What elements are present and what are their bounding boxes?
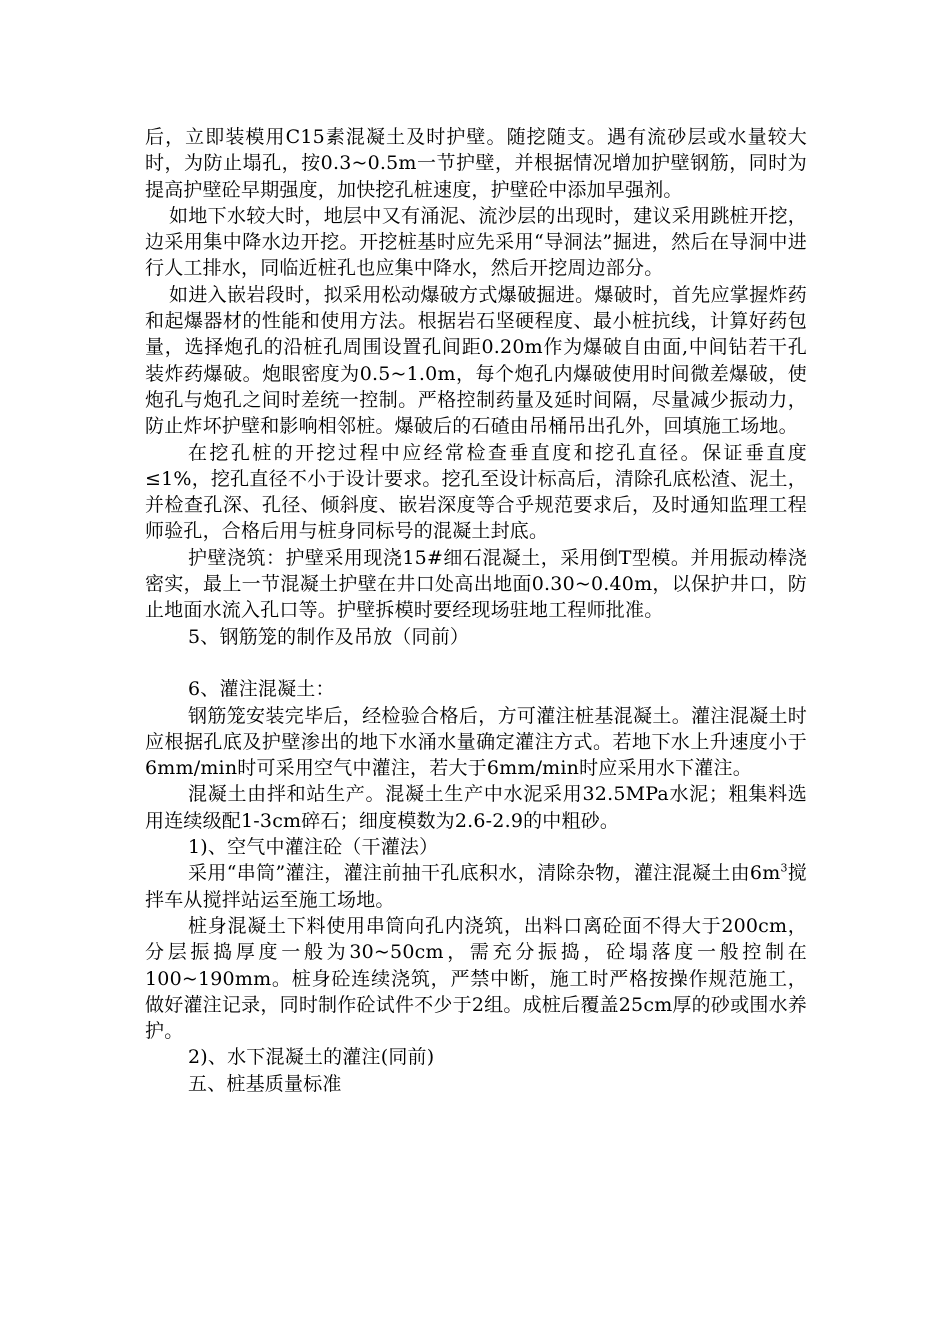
- section-heading-rebar-cage: 5、钢筋笼的制作及吊放（同前）: [188, 625, 470, 648]
- paragraph-wall-support: 后，立即装模用C15素混凝土及时护壁。随挖随支。遇有流砂层或水量较大时，为防止塌孔，按0.3~0.5m一节护壁，并根据情况增加护壁钢筋，同时为提高护壁砼早期强度，加快挖孔桩速度，护壁砼中添加早强剂。: [145, 126, 807, 201]
- subheading-dry-pouring: 1)、空气中灌注砼（干灌法）: [188, 836, 439, 859]
- paragraph-tube-pouring-part2: 搅拌车从搅拌站运至施工场地。: [145, 862, 808, 911]
- section-heading-concrete-pouring: 6、灌注混凝土：: [188, 678, 335, 701]
- blank-line: [145, 650, 807, 676]
- paragraph-verticality-check: 在挖孔桩的开挖过程中应经常检查垂直度和挖孔直径。保证垂直度≤1%，挖孔直径不小于设计要求。挖孔至设计标高后，清除孔底松渣、泥土，并检查孔深、孔径、倾斜度、嵌岩深度等合乎规范要求后，及时通知监理工程师验孔，合格后用与桩身同标号的混凝土封底。: [145, 441, 807, 543]
- superscript-cubic: 3: [780, 861, 788, 875]
- section-heading-quality-standard: 五、桩基质量标准: [188, 1072, 342, 1095]
- subheading-underwater-pouring: 2)、水下混凝土的灌注(同前): [188, 1046, 435, 1069]
- paragraph-pile-body-pouring: 桩身混凝土下料使用串筒向孔内浇筑，出料口离砼面不得大于200cm，分层振捣厚度一般为30~50cm，需充分振捣，砼塌落度一般控制在100~190mm。桩身砼连续浇筑，严禁中断，施工时严格按操作规范施工，做好灌注记录，同时制作砼试件不少于2组。成桩后覆盖25cm厚的砂或围水养护。: [145, 914, 807, 1043]
- paragraph-groundwater: 如地下水较大时，地层中又有涌泥、流沙层的出现时，建议采用跳桩开挖，边采用集中降水边开挖。开挖桩基时应先采用“导洞法”掘进，然后在导洞中进行人工排水，同临近桩孔也应集中降水，然后开挖周边部分。: [145, 204, 807, 280]
- paragraph-pouring-method: 钢筋笼安装完毕后，经检验合格后，方可灌注桩基混凝土。灌注混凝土时应根据孔底及护壁渗出的地下水涌水量确定灌注方式。若地下水上升速度小于6mm/min时可采用空气中灌注，若大于6mm/min时应采用水下灌注。: [145, 704, 807, 780]
- paragraph-tube-pouring: [145, 860, 807, 913]
- paragraph-tube-pouring-part1: 采用“串筒”灌注，灌注前抽干孔底积水，清除杂物，灌注混凝土由6m: [188, 862, 781, 885]
- document-body: [145, 124, 807, 1097]
- paragraph-concrete-materials: 混凝土由拌和站生产。混凝土生产中水泥采用32.5MPa水泥；粗集料选用连续级配1-3cm碎石；细度模数为2.6-2.9的中粗砂。: [145, 783, 807, 832]
- paragraph-wall-pouring: 护壁浇筑：护壁采用现浇15#细石混凝土，采用倒T型模。并用振动棒浇密实，最上一节混凝土护壁在井口处高出地面0.30~0.40m，以保护井口，防止地面水流入孔口等。护壁拆模时要经现场驻地工程师批准。: [145, 546, 807, 622]
- paragraph-rock-blasting: 如进入嵌岩段时，拟采用松动爆破方式爆破掘进。爆破时，首先应掌握炸药和起爆器材的性能和使用方法。根据岩石坚硬程度、最小桩抗线，计算好药包量，选择炮孔的沿桩孔周围设置孔间距0.20m作为爆破自由面,中间钻若干孔装炸药爆破。炮眼密度为0.5~1.0m，每个炮孔内爆破使用时间微差爆破，使炮孔与炮孔之间时差统一控制。严格控制药量及延时间隔，尽量减少振动力，防止炸坏护壁和影响相邻桩。爆破后的石碴由吊桶吊出孔外，回填施工场地。: [145, 283, 807, 438]
